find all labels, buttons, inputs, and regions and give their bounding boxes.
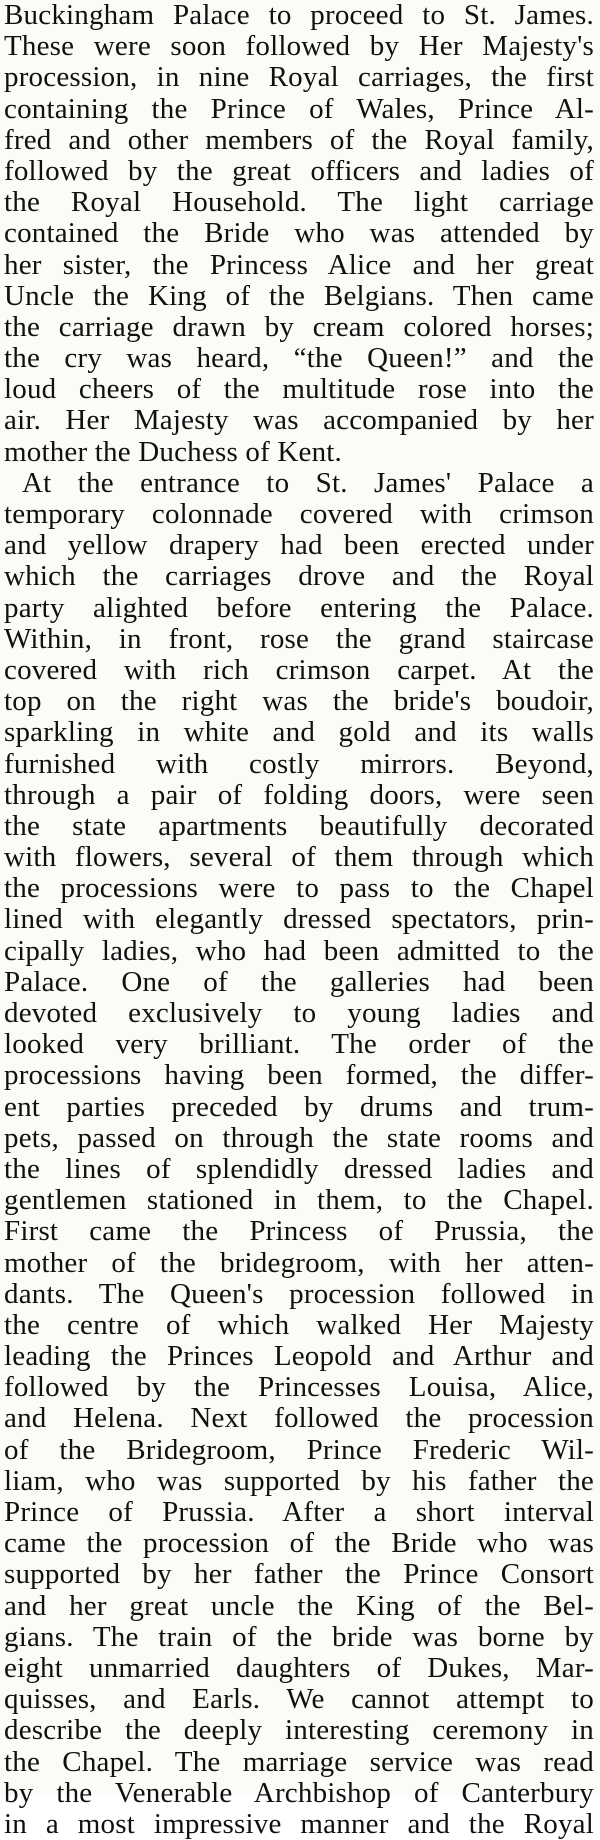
article-line: contained the Bride who was attended by [4, 217, 594, 250]
article-line: gians. The train of the bride was borne by [4, 1620, 594, 1653]
article-line: temporary colonnade covered with crimson [4, 498, 594, 530]
article-line: with flowers, several of them through which [4, 841, 594, 874]
article-line: liam, who was supported by his father the [4, 1464, 594, 1497]
article-line: which the carriages drove and the Royal [4, 560, 594, 593]
article-line: Buckingham Palace to proceed to St. James. [4, 0, 594, 31]
article-line: lined with elegantly dressed spectators, prin- [4, 903, 594, 936]
article-line: furnished with costly mirrors. Beyond, [4, 747, 594, 780]
article-line: procession, in nine Royal carriages, the first [4, 61, 594, 94]
article-line: looked very brilliant. The order of the [4, 1028, 594, 1061]
article-line: the Chapel. The marriage service was read [4, 1745, 594, 1778]
article-line: followed by the Princesses Louisa, Alice, [4, 1371, 594, 1404]
article-line: the cry was heard, “the Queen!” and the [4, 342, 594, 375]
article-line: the carriage drawn by cream colored horses; [4, 310, 594, 343]
article-line: processions having been formed, the differ- [4, 1059, 594, 1092]
article-line: the centre of which walked Her Majesty [4, 1308, 594, 1341]
article-line: by the Venerable Archbishop of Canterbury [4, 1776, 594, 1809]
article-line: At the entrance to St. James' Palace a [22, 466, 594, 499]
article-line: Uncle the King of the Belgians. Then came [4, 279, 594, 312]
article-line: supported by her father the Prince Consort [4, 1558, 594, 1591]
article-line: loud cheers of the multitude rose into the [4, 373, 594, 406]
article-line: describe the deeply interesting ceremony in [4, 1714, 594, 1747]
article-line: her sister, the Princess Alice and her great [4, 248, 594, 281]
article-line: sparkling in white and gold and its walls [4, 716, 594, 749]
article-line: party alighted before entering the Palace. [4, 591, 594, 624]
article-line: of the Bridegroom, Prince Frederic Wil- [4, 1433, 594, 1466]
article-line: cipally ladies, who had been admitted to the [4, 934, 594, 967]
article-column [4, 0, 594, 1840]
article-line: dants. The Queen's procession followed in [4, 1277, 594, 1310]
article-line: the processions were to pass to the Chapel [4, 872, 594, 905]
article-line: air. Her Majesty was accompanied by her [4, 404, 594, 437]
article-line: Prince of Prussia. After a short interval [4, 1496, 594, 1528]
article-line: covered with rich crimson carpet. At the [4, 653, 594, 686]
article-line: pets, passed on through the state rooms and [4, 1121, 594, 1154]
article-line: the Royal Household. The light carriage [4, 186, 594, 219]
article-line: and yellow drapery had been erected under [4, 529, 594, 562]
article-line: These were soon followed by Her Majesty's [4, 30, 594, 63]
article-line: came the procession of the Bride who was [4, 1527, 594, 1560]
article-line: gentlemen stationed in them, to the Chapel. [4, 1184, 594, 1217]
article-line: quisses, and Earls. We cannot attempt to [4, 1683, 594, 1716]
article-line: Within, in front, rose the grand staircase [4, 622, 594, 655]
article-line: mother the Duchess of Kent. [4, 435, 343, 468]
article-line: through a pair of folding doors, were seen [4, 778, 594, 811]
article-line: the lines of splendidly dressed ladies and [4, 1152, 594, 1185]
article-line: and Helena. Next followed the procession [4, 1402, 594, 1435]
article-line: leading the Princes Leopold and Arthur and [4, 1340, 594, 1373]
article-line: in a most impressive manner and the Royal [4, 1807, 594, 1840]
article-line: top on the right was the bride's boudoir, [4, 685, 594, 718]
article-line: Palace. One of the galleries had been [4, 965, 594, 998]
article-line: followed by the great officers and ladies of [4, 154, 594, 187]
article-line: ent parties preceded by drums and trum- [4, 1090, 594, 1123]
article-paragraph [4, 468, 594, 1840]
article-line: the state apartments beautifully decorated [4, 809, 594, 842]
article-line: mother of the bridegroom, with her atten- [4, 1246, 594, 1279]
article-paragraph [4, 0, 594, 468]
article-line: and her great uncle the King of the Bel- [4, 1589, 594, 1622]
article-line: devoted exclusively to young ladies and [4, 997, 594, 1029]
article-line: First came the Princess of Prussia, the [4, 1215, 594, 1248]
article-line: fred and other members of the Royal family, [4, 123, 594, 156]
article-line: containing the Prince of Wales, Prince Al- [4, 92, 594, 125]
article-line: eight unmarried daughters of Dukes, Mar- [4, 1651, 594, 1684]
